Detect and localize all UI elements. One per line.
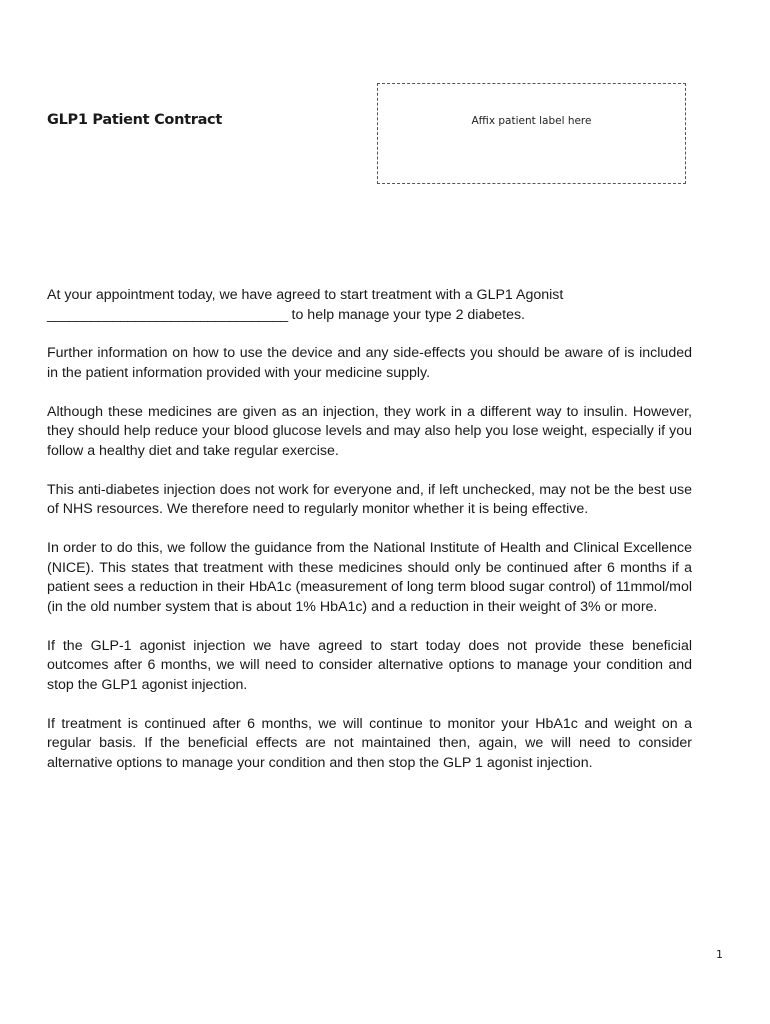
agreement-text: At your appointment today, we have agreed to start treatment with a GLP1 Agonist	[47, 287, 564, 303]
contract-body	[47, 286, 692, 793]
paragraph-nice-guidance: In order to do this, we follow the guidance from the National Institute of Health and Clinical Excellence (NICE). This states that treatment with these medicines should only be continued after 6 months if a patient sees a reduction in their HbA1c (measurement of long term blood sugar control) of 11mmol/mol (in the old number system that is about 1% HbA1c) and a reduction in their weight of 3% or more.	[47, 540, 692, 615]
agonist-name-blank: _________________________________	[47, 306, 288, 323]
patient-label-box	[377, 83, 686, 184]
paragraph-agreement	[47, 286, 692, 325]
page-title: GLP1 Patient Contract	[47, 112, 222, 128]
paragraph-ongoing-monitoring: If treatment is continued after 6 months, we will continue to monitor your HbA1c and weight on a regular basis. If the beneficial effects are not maintained then, again, we will need to consider alternative options to manage your condition and then stop the GLP 1 agonist injection.	[47, 715, 692, 771]
patient-label-placeholder: Affix patient label here	[471, 115, 592, 127]
paragraph-further-info: Further information on how to use the device and any side-effects you should be aware of is included in the patient information provided with your medicine supply.	[47, 345, 692, 381]
paragraph-how-it-works: Although these medicines are given as an injection, they work in a different way to insulin. However, they should help reduce your blood glucose levels and may also help you lose weight, especially if you follow a healthy diet and take regular exercise.	[47, 403, 692, 459]
page-number: 1	[716, 948, 723, 961]
paragraph-stop-conditions: If the GLP-1 agonist injection we have agreed to start today does not provide these beneficial outcomes after 6 months, we will need to consider alternative options to manage your condition and stop the GLP1 agonist injection.	[47, 637, 692, 693]
paragraph-effectiveness: This anti-diabetes injection does not work for everyone and, if left unchecked, may not be the best use of NHS resources. We therefore need to regularly monitor whether it is being effective.	[47, 481, 692, 518]
agreement-text-end: to help manage your type 2 diabetes.	[287, 306, 525, 323]
